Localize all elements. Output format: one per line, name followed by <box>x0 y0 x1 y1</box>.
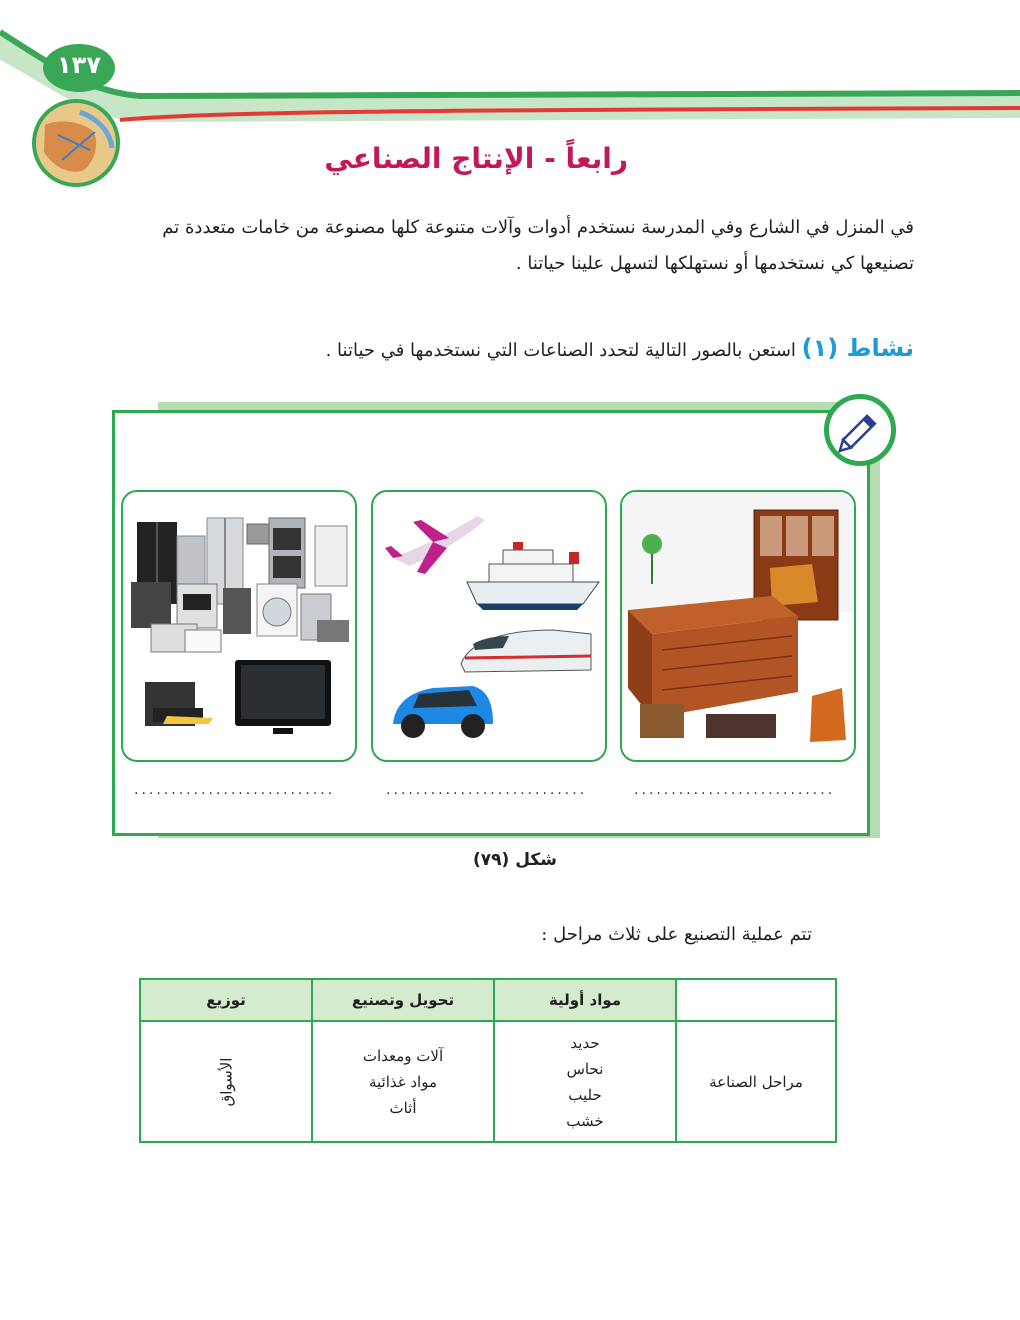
pencil-badge <box>824 394 896 466</box>
answer-blank-2[interactable]: ........................... <box>386 782 588 798</box>
list-item: نحاس <box>566 1059 604 1078</box>
activity-instruction <box>326 334 914 362</box>
table-corner <box>676 979 836 1021</box>
transport-image <box>373 492 605 760</box>
answer-blank-1[interactable]: ........................... <box>134 782 336 798</box>
table-header-row <box>140 979 836 1021</box>
row-label: مراحل الصناعة <box>676 1021 836 1142</box>
page-number: ١٣٧ <box>57 51 101 79</box>
appliances-image <box>123 492 355 760</box>
list-item: آلات ومعدات <box>362 1046 444 1065</box>
figure-caption: شكل (٧٩) <box>472 850 557 870</box>
train-image <box>461 630 591 672</box>
appliances-panel <box>121 490 357 762</box>
list-item: أثاث <box>389 1098 417 1117</box>
answer-blank-3[interactable]: ........................... <box>634 782 836 798</box>
furniture-image <box>622 492 854 760</box>
table-header: مواد أولية <box>494 979 676 1021</box>
distribution-cell <box>140 1021 312 1142</box>
stages-intro: تتم عملية التصنيع على ثلاث مراحل : <box>541 924 812 945</box>
section-title: رابعاً - الإنتاج الصناعي <box>324 142 628 175</box>
list-item: مواد غذائية <box>368 1072 438 1091</box>
list-item: حليب <box>568 1085 602 1104</box>
list-item: خشب <box>566 1111 604 1130</box>
activity-text: استعن بالصور التالية لتحدد الصناعات التي نستخدمها في حياتنا . <box>325 340 796 361</box>
raw-materials-cell <box>494 1021 676 1142</box>
pencil-icon <box>829 399 891 461</box>
intro-paragraph: في المنزل في الشارع وفي المدرسة نستخدم أدوات وآلات متنوعة كلها مصنوعة من خامات متعددة تم تصنيعها كي نستخدمها أو نستهلكها لتسهل علينا حياتنا . <box>162 217 914 274</box>
table-header: تحويل وتصنيع <box>312 979 494 1021</box>
ship-image <box>467 542 599 610</box>
airplane-image <box>385 516 485 574</box>
car-image <box>393 686 493 738</box>
processing-cell <box>312 1021 494 1142</box>
industry-stages-table <box>139 978 837 1143</box>
furniture-panel <box>620 490 856 762</box>
distribution-value: الأسواق <box>216 1057 235 1106</box>
map-icon <box>34 101 118 185</box>
transport-panel <box>371 490 607 762</box>
table-header: توزيع <box>140 979 312 1021</box>
activity-label: نشاط (١) <box>801 334 914 362</box>
list-item: حديد <box>570 1033 600 1052</box>
table-row <box>140 1021 836 1142</box>
